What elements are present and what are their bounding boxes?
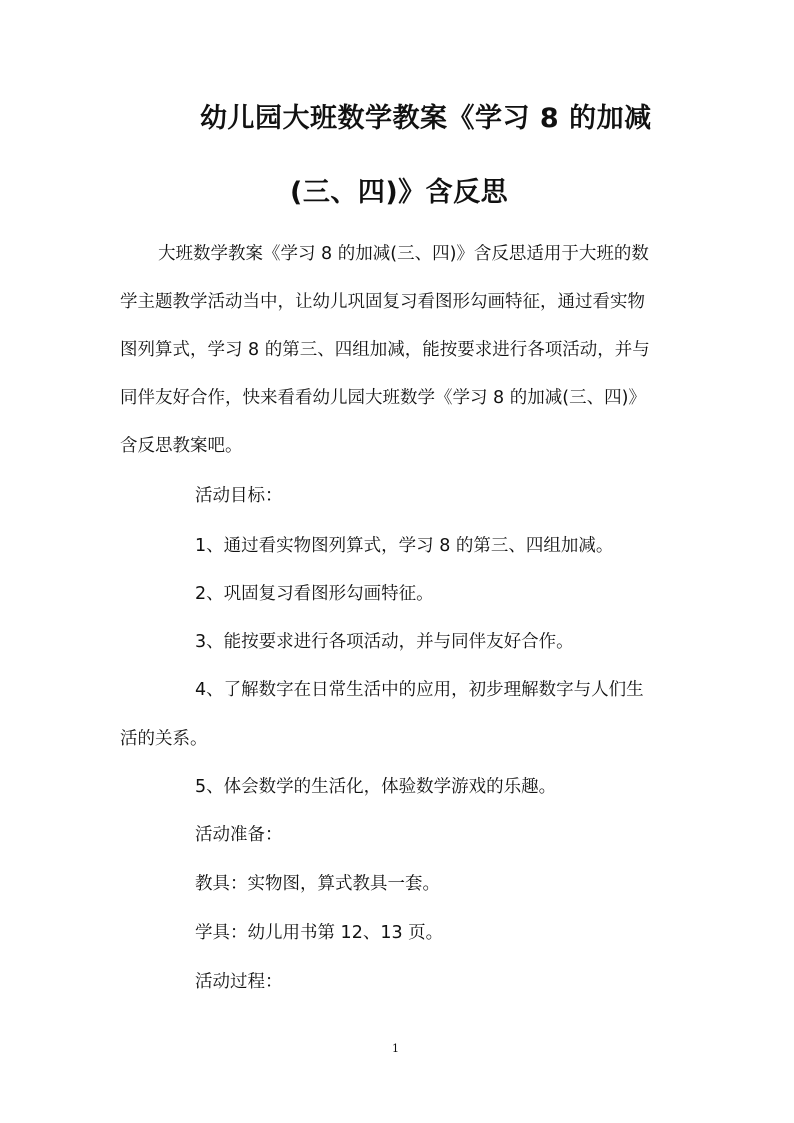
page-number: 1 [392, 1042, 399, 1055]
goal-item-2: 2、巩固复习看图形勾画特征。 [195, 584, 434, 604]
document-title-line-2: (三、四)》含反思 [290, 177, 509, 208]
goal-item-4-line-1: 4、了解数字在日常生活中的应用，初步理解数字与人们生 [195, 680, 644, 700]
prep-learning-aids: 学具：幼儿用书第 12、13 页。 [195, 923, 444, 943]
process-heading: 活动过程： [195, 972, 283, 992]
goal-item-5: 5、体会数学的生活化，体验数学游戏的乐趣。 [195, 777, 557, 797]
intro-line-1: 大班数学教案《学习 8 的加减(三、四)》含反思适用于大班的数 [158, 244, 649, 264]
prep-teaching-aids: 教具：实物图，算式教具一套。 [195, 874, 440, 894]
prep-heading: 活动准备： [195, 825, 283, 845]
goals-heading: 活动目标： [195, 486, 283, 506]
intro-line-4: 同伴友好合作，快来看看幼儿园大班数学《学习 8 的加减(三、四)》 [120, 388, 646, 408]
goal-item-3: 3、能按要求进行各项活动，并与同伴友好合作。 [195, 632, 574, 652]
intro-line-2: 学主题教学活动当中，让幼儿巩固复习看图形勾画特征，通过看实物 [120, 292, 645, 312]
intro-line-5: 含反思教案吧。 [120, 436, 243, 456]
goal-item-4-line-2: 活的关系。 [120, 729, 208, 749]
goal-item-1: 1、通过看实物图列算式，学习 8 的第三、四组加减。 [195, 536, 614, 556]
document-title-line-1: 幼儿园大班数学教案《学习 8 的加减 [200, 103, 652, 134]
intro-line-3: 图列算式，学习 8 的第三、四组加减，能按要求进行各项活动，并与 [120, 340, 650, 360]
